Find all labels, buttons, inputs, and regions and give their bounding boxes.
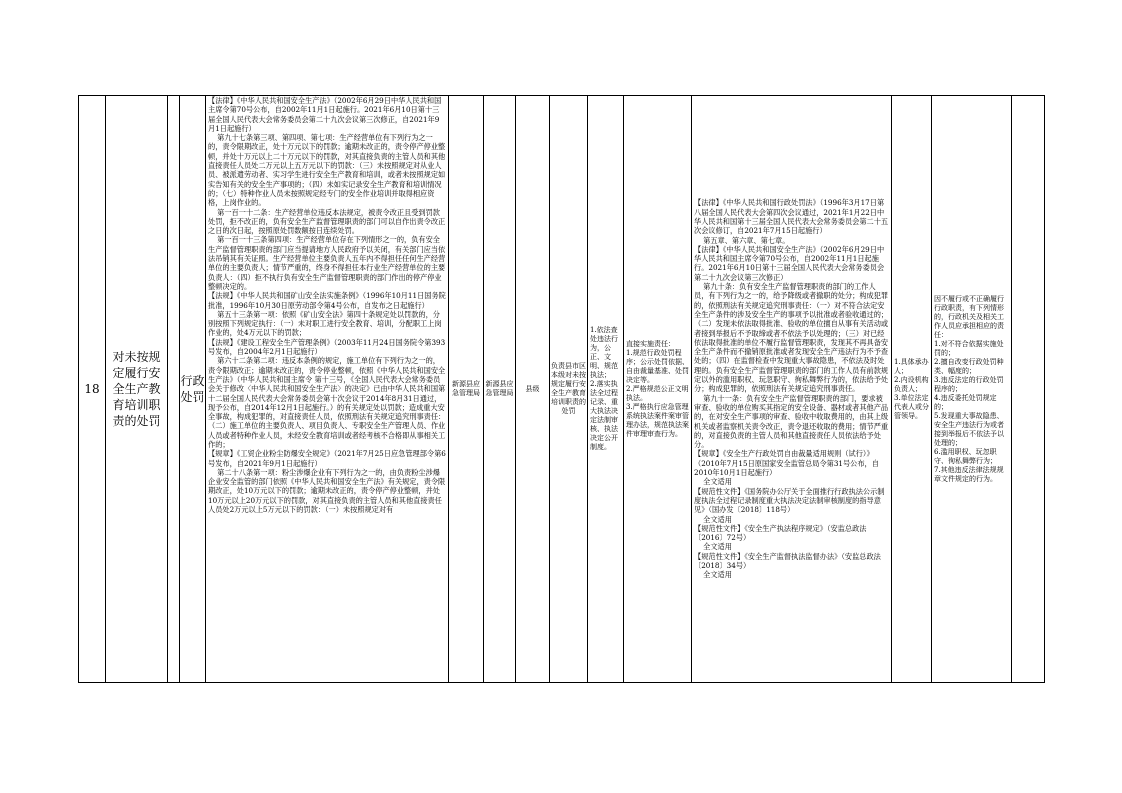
contact-persons: 1.具体承办人； 2.内设机构负责人； 3.单位法定代表人或分管领导。 <box>892 96 932 683</box>
remarks <box>1012 96 1045 683</box>
accountability-basis: 【法律】《中华人民共和国行政处罚法》（1996年3月17日第八届全国人民代表大会第四次会议通过，2021年1月22日中华人民共和国第十三届全国人民代表大会常务委员会第二十五次会议修订，自2021年7月15日起施行） 第五章、第六章、第七章。 【法律】《中华人民共和国安全生产法》（2002年6月29日中华人民共和国主席令第70号公布，自2002年11月1日起施行。2021年6月10日第十三届全国人民代表大会常务委员会第二十九次会议第三次修正） 第九十条：负有安全生产监督管理职责的部门的工作人员，有下列行为之一的，给予降级或者撤职的处分；构成犯罪的，依照刑法有关规定追究刑事责任：（一）对不符合法定安全生产条件的涉及安全生产的事项予以批准或者验收通过的；（二）发现未依法取得批准、验收的单位擅自从事有关活动或者接到举报后不予取缔或者不依法予以处理的；（三）对已经依法取得批准的单位不履行监督管理职责，发现其不再具备安全生产条件而不撤销原批准或者发现安全生产违法行为不予查处的；（四）在监督检查中发现重大事故隐患，不依法及时处理的。负有安全生产监督管理职责的部门的工作人员有前款规定以外的滥用职权、玩忽职守、徇私舞弊行为的，依法给予处分；构成犯罪的，依照刑法有关规定追究刑事责任。 第九十一条：负有安全生产监督管理职责的部门，要求被审查、验收的单位购买其指定的安全设备、器材或者其他产品的，在对安全生产事项的审查、验收中收取费用的，由其上级机关或者监察机关责令改正，责令退还收取的费用；情节严重的，对直接负责的主管人员和其他直接责任人员依法给予处分。 【规章】《安全生产行政处罚自由裁量适用规则（试行）》（2010年7月15日原国家安全监管总局令第31号公布，自2010年10月1日起施行） 全文适用 【规范性文件】《国务院办公厅关于全面推行行政执法公示制度执法全过程记录制度重大执法决定法制审核制度的指导意见》（国办发〔2018〕118号） 全文适用 【规范性文件】《安全生产执法程序规定》（安监总政法〔2016〕72号） 全文适用 【规范性文件】《安全生产监督执法监督办法》（安监总政法〔2018〕34号） 全文适用 <box>692 96 892 683</box>
accountability-circumstances: 因不履行或不正确履行行政职责，有下列情形的，行政机关及相关工作人员应承担相应的责任： 1.对不符合依据实施处罚的； 2.擅自改变行政处罚种类、幅度的； 3.违反法定的行政处罚程序的； 4.违反委托处罚规定的； 5.发现重大事故隐患、安全生产违法行为或者接到举报后不依法予以处理的； 6.滥用职权、玩忽职守、徇私舞弊行为； 7.其他违反法律法规规章文件规定的行为。 <box>932 96 1012 683</box>
sub-item-cell <box>168 96 180 683</box>
authority-table <box>78 95 1045 683</box>
row-number: 18 <box>79 96 106 683</box>
department-2: 新源县应急管理局 <box>484 96 516 683</box>
implementation-duty: 直接实施责任： 1.规范行政处罚程序；公示处罚依据、自由裁量基准、处罚决定等。 2.严格规范公正文明执法。 3.严格执行应急管理系统执法案件案审管理办法，规范执法案件审理审查行为。 <box>624 96 692 683</box>
department-1: 新源县应急管理局 <box>449 96 484 683</box>
basis-text: 【法律】《中华人民共和国安全生产法》（2002年6月29日中华人民共和国主席令第70号公布，自2002年11月1日起施行。2021年6月10日第十三届全国人民代表大会常务委员会第二十九次会议第三次修正，自2021年9月1日起施行） 第九十七条第三项、第四项、第七项：生产经营单位有下列行为之一的，责令限期改正，处十万元以下的罚款；逾期未改正的，责令停产停业整顿，并处十万元以上二十万元以下的罚款，对其直接负责的主管人员和其他直接责任人员处二万元以上五万元以下的罚款：（三）未按照规定对从业人员、被派遣劳动者、实习学生进行安全生产教育和培训，或者未按照规定如实告知有关的安全生产事项的；（四）未如实记录安全生产教育和培训情况的；（七）特种作业人员未按照规定经专门的安全作业培训并取得相应资格，上岗作业的。 第一百一十二条：生产经营单位违反本法规定，被责令改正且受到罚款处罚，拒不改正的，负有安全生产监督管理职责的部门可以自作出责令改正之日的次日起，按照原处罚数额按日连续处罚。 第一百一十三条第四项：生产经营单位存在下列情形之一的，负有安全生产监督管理职责的部门应当提请地方人民政府予以关闭，有关部门应当依法吊销其有关证照。生产经营单位主要负责人五年内不得担任任何生产经营单位的主要负责人；情节严重的，终身不得担任本行业生产经营单位的主要负责人：（四）拒不执行负有安全生产监督管理职责的部门作出的停产停业整顿决定的。 【法规】《中华人民共和国矿山安全法实施条例》（1996年10月11日国务院批准，1996年10月30日原劳动部令第4号公布，自发布之日起施行） 第五十三条第一项：依照《矿山安全法》第四十条规定处以罚款的，分别按照下列规定执行：（一）未对职工进行安全教育、培训，分配职工上岗作业的，处4万元以下的罚款； 【法规】《建设工程安全生产管理条例》（2003年11月24日国务院令第393号发布，自2004年2月1日起施行） 第六十二条第二项：违反本条例的规定，施工单位有下列行为之一的，责令限期改正；逾期未改正的，责令停业整顿，依照《中华人民共和国安全生产法》（中华人民共和国主席令 第十三号，《全国人民代表大会常务委员会关于修改〈中华人民共和国安全生产法〉的决定》已由中华人民共和国第十二届全国人民代表大会常务委员会第十次会议于2014年8月31日通过，现予公布，自2014年12月1日起施行。）的有关规定处以罚款；造成重大安全事故，构成犯罪的，对直接责任人员，依照刑法有关规定追究刑事责任：（二）施工单位的主要负责人、项目负责人、专职安全生产管理人员、作业人员或者特种作业人员，未经安全教育培训或者经考核不合格即从事相关工作的； 【规章】《工贸企业粉尘防爆安全规定》（2021年7月25日应急管理部令第6号发布，自2021年9月1日起施行） 第二十八条第一项：粉尘涉爆企业有下列行为之一的，由负责粉尘涉爆企业安全监管的部门依照《中华人民共和国安全生产法》有关规定，责令限期改正，处10万元以下的罚款；逾期未改正的，责令停产停业整顿，并处10万元以上20万元以下的罚款，对其直接负责的主管人员和其他直接责任人员处2万元以上5万元以下的罚款：（一）未按照规定对有 <box>206 96 449 683</box>
subject: 负责县市区本级对未按规定履行安全生产教育培训职责的处罚 <box>550 96 588 683</box>
category: 行政处罚 <box>180 96 206 683</box>
level: 县级 <box>516 96 550 683</box>
item-name: 对未按规定履行安全生产教育培训职责的处罚 <box>106 96 168 683</box>
acceptance-duty: 1.依法查处违法行为，公正、文明、规范执法； 2.落实执法全过程记录、重大执法决定法制审核、执法决定公开制度。 <box>588 96 624 683</box>
table-row <box>79 96 1045 683</box>
